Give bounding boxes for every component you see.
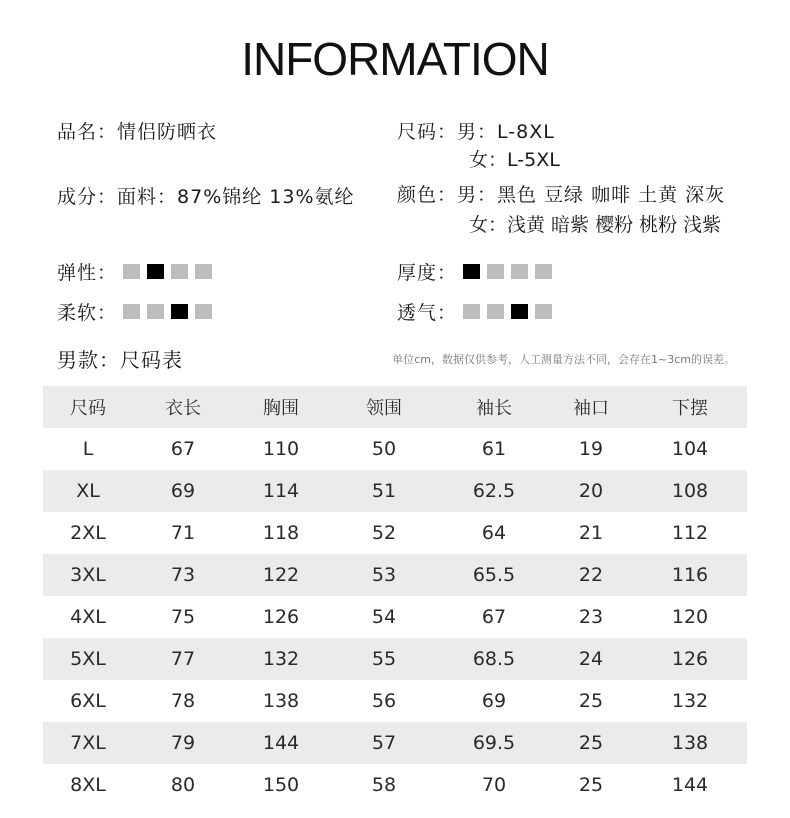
rating-box (535, 304, 552, 319)
rating-thickness-scale (463, 264, 552, 279)
table-cell: 77 (170, 648, 196, 670)
table-cell: 68.5 (472, 648, 516, 670)
table-header-cell: 下摆 (672, 398, 708, 419)
product-name-label: 品名： (57, 121, 118, 143)
rating-thickness-label: 厚度： (397, 262, 458, 284)
table-cell: 24 (578, 648, 604, 670)
rating-box (487, 264, 504, 279)
rating-box-active (463, 264, 480, 279)
table-cell: 110 (262, 438, 300, 460)
table-cell: 112 (671, 522, 709, 544)
table-row (43, 470, 747, 512)
material-label: 成分： (57, 186, 118, 208)
color-options (397, 180, 725, 207)
table-header-cell: 尺码 (70, 398, 106, 419)
table-cell: 78 (170, 690, 196, 712)
table-cell: 55 (371, 648, 397, 670)
rating-softness (57, 298, 212, 325)
table-cell: 132 (262, 648, 300, 670)
rating-box (171, 264, 188, 279)
table-cell: 70 (481, 774, 507, 796)
table-cell: 58 (371, 774, 397, 796)
table-cell: 25 (578, 732, 604, 754)
table-cell: 4XL (70, 606, 106, 628)
table-row (43, 554, 747, 596)
size-table-title: 男款：尺码表 (57, 348, 183, 372)
table-cell: 69 (170, 480, 196, 502)
table-cell: 6XL (70, 690, 106, 712)
table-cell: 150 (262, 774, 300, 796)
table-cell: 79 (170, 732, 196, 754)
color-male: 男：黑色 豆绿 咖啡 土黄 深灰 (457, 184, 726, 206)
table-cell: 67 (170, 438, 196, 460)
table-cell: 25 (578, 774, 604, 796)
table-cell: L (82, 438, 94, 460)
table-cell: 21 (578, 522, 604, 544)
table-cell: 114 (262, 480, 300, 502)
table-cell: 19 (578, 438, 604, 460)
table-cell: 64 (481, 522, 507, 544)
table-cell: 20 (578, 480, 604, 502)
table-header-cell: 衣长 (165, 398, 201, 419)
material-value: 面料：87%锦纶 13%氨纶 (117, 186, 355, 208)
table-cell: 75 (170, 606, 196, 628)
table-cell: 108 (671, 480, 709, 502)
table-cell: 116 (671, 564, 709, 586)
rating-box (123, 264, 140, 279)
rating-elasticity (57, 258, 212, 285)
material (57, 182, 355, 209)
table-row (43, 680, 747, 722)
table-row (43, 764, 747, 806)
table-cell: 144 (262, 732, 300, 754)
table-cell: 73 (170, 564, 196, 586)
rating-elasticity-scale (123, 264, 212, 279)
table-cell: 23 (578, 606, 604, 628)
table-cell: 54 (371, 606, 397, 628)
rating-box (487, 304, 504, 319)
rating-box (123, 304, 140, 319)
rating-box (195, 264, 212, 279)
rating-box-active (511, 304, 528, 319)
table-cell: 53 (371, 564, 397, 586)
rating-box (463, 304, 480, 319)
table-header-row (43, 386, 747, 428)
table-cell: 2XL (70, 522, 106, 544)
table-cell: 50 (371, 438, 397, 460)
table-cell: 120 (671, 606, 709, 628)
table-cell: 126 (262, 606, 300, 628)
color-female: 女：浅黄 暗紫 樱粉 桃粉 浅紫 (469, 214, 722, 236)
table-row (43, 638, 747, 680)
size-range-female: 女：L-5XL (469, 149, 560, 171)
rating-box-active (147, 264, 164, 279)
table-cell: 71 (170, 522, 196, 544)
rating-box (511, 264, 528, 279)
rating-breathability (397, 298, 552, 325)
rating-elasticity-label: 弹性： (57, 262, 118, 284)
product-name (57, 117, 217, 144)
rating-softness-scale (123, 304, 212, 319)
rating-box (535, 264, 552, 279)
size-table-note: 单位cm，数据仅供参考，人工测量方法不同，会存在1~3cm的误差。 (392, 353, 735, 366)
table-cell: 3XL (70, 564, 106, 586)
table-cell: 69.5 (472, 732, 516, 754)
rating-box-active (171, 304, 188, 319)
table-cell: XL (76, 480, 100, 502)
table-cell: 51 (371, 480, 397, 502)
rating-box (147, 304, 164, 319)
table-header-cell: 袖口 (573, 398, 609, 419)
table-cell: 118 (262, 522, 300, 544)
table-header-cell: 领围 (366, 398, 402, 419)
table-cell: 69 (481, 690, 507, 712)
table-cell: 61 (481, 438, 507, 460)
table-cell: 144 (671, 774, 709, 796)
size-range-male: 男：L-8XL (457, 121, 555, 143)
table-cell: 138 (671, 732, 709, 754)
table-cell: 65.5 (472, 564, 516, 586)
rating-breathability-scale (463, 304, 552, 319)
table-cell: 104 (671, 438, 709, 460)
table-cell: 8XL (70, 774, 106, 796)
table-row (43, 428, 747, 470)
table-cell: 126 (671, 648, 709, 670)
table-cell: 57 (371, 732, 397, 754)
table-row (43, 722, 747, 764)
table-cell: 80 (170, 774, 196, 796)
rating-breathability-label: 透气： (397, 302, 458, 324)
rating-thickness (397, 258, 552, 285)
table-cell: 56 (371, 690, 397, 712)
table-header-cell: 袖长 (476, 398, 512, 419)
table-cell: 5XL (70, 648, 106, 670)
size-range-label: 尺码： (397, 121, 458, 143)
product-name-value: 情侣防晒衣 (117, 121, 218, 143)
table-cell: 67 (481, 606, 507, 628)
page-title: INFORMATION (241, 33, 549, 85)
table-row (43, 596, 747, 638)
table-cell: 122 (262, 564, 300, 586)
size-table (43, 386, 747, 806)
table-cell: 7XL (70, 732, 106, 754)
size-range (397, 117, 555, 144)
table-cell: 132 (671, 690, 709, 712)
table-header-cell: 胸围 (263, 398, 299, 419)
table-row (43, 512, 747, 554)
table-cell: 62.5 (472, 480, 516, 502)
rating-box (195, 304, 212, 319)
table-cell: 22 (578, 564, 604, 586)
color-label: 颜色： (397, 184, 458, 206)
table-cell: 138 (262, 690, 300, 712)
table-cell: 25 (578, 690, 604, 712)
rating-softness-label: 柔软： (57, 302, 118, 324)
table-cell: 52 (371, 522, 397, 544)
